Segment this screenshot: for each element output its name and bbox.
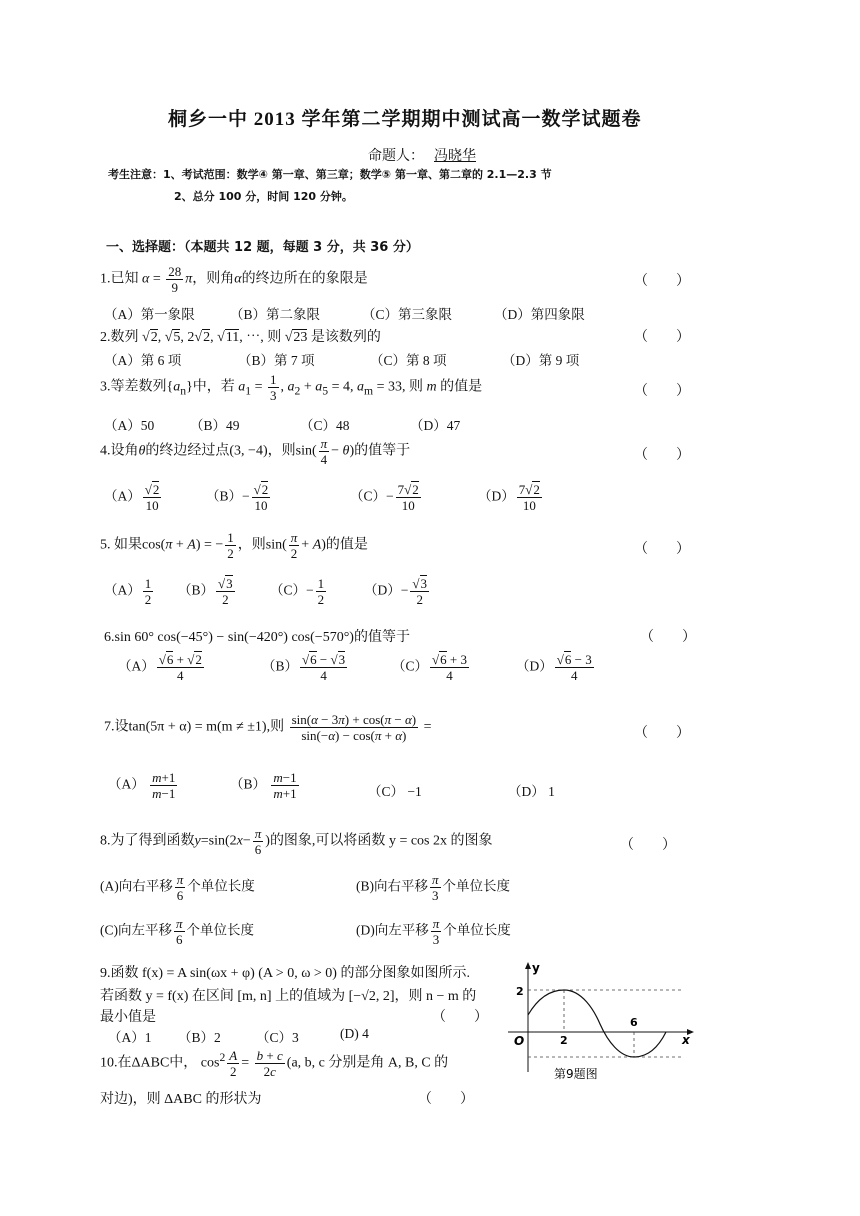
section-heading: 一、选择题：（本题共 12 题，每题 3 分，共 36 分） — [106, 240, 419, 255]
q6-num: 6. — [104, 630, 115, 645]
q1-post: ，则角 — [192, 271, 235, 287]
question-4: 4.设角θ的终边经过点(3, −4)，则sin( $\frac{\pi}{4}$ − θ)的值等于 — [100, 436, 411, 467]
question-2: 2.数列 √2, √5, 2√2, √11, ⋯, 则 √23 是该数列的 — [100, 330, 381, 345]
answer-paren-2: （ ） — [634, 330, 690, 345]
question-7: 7.设tan(5π + α) = m(m ≠ ±1),则 $\frac{\sin(\alpha - 3\pi) + \cos(\pi - \alpha)}{\sin(-\alpha) - \cos(\pi + \alpha)}$ = — [104, 712, 432, 743]
q3-post: 则 — [408, 379, 423, 395]
q9-sine-graph — [504, 960, 704, 1085]
q2-option-c: （C）第 8 项 — [370, 353, 447, 368]
q9-fn: f(x) = A sin(ωx + φ) (A > 0, ω > 0) — [142, 966, 337, 981]
graph-origin: O — [514, 1034, 525, 1048]
q8-post: 的图象 — [450, 833, 493, 849]
q1-option-c: （C）第三象限 — [362, 307, 453, 322]
author-label: 命题人： — [368, 149, 424, 164]
q6-option-a: （A） $\frac{√6 + √2}{4}$ — [118, 652, 202, 683]
q5-option-d: （D）− $\frac{√3}{2}$ — [364, 576, 428, 607]
q1-pre: 已知 — [110, 271, 139, 287]
q3-num: 3. — [100, 379, 111, 395]
q4-mid2: ，则 — [267, 443, 296, 459]
q3-post2: 的值是 — [440, 379, 483, 395]
exam-title: 桐乡一中 2013 学年第二学期期中测试高一数学试题卷 — [168, 109, 642, 130]
q3-option-a: （A）50 — [104, 418, 155, 433]
q5-option-c: （C）− $\frac{1}{2}$ — [270, 576, 325, 607]
q2-option-a: （A）第 6 项 — [104, 353, 182, 368]
question-5: 5. 如果cos(π + A) = − $\frac{1}{2}$ ，则sin( $\frac{\pi}{2}$ + A)的值是 — [100, 530, 368, 561]
q2-num: 2. — [100, 330, 111, 345]
q9-option-a: （A）1 — [108, 1030, 152, 1045]
graph-tick-x2: 6 — [630, 1016, 638, 1029]
q4-mid: 的终边经过点 — [145, 443, 230, 459]
q2-option-b: （B）第 7 项 — [238, 353, 315, 368]
q4-option-d: （D） $\frac{7√2}{10}$ — [478, 482, 540, 513]
q5-option-a: （A） $\frac{1}{2}$ — [104, 576, 152, 607]
q6-post: 的值等于 — [353, 630, 410, 645]
q9-num: 9. — [100, 966, 111, 981]
q4-num: 4. — [100, 443, 111, 459]
question-10: 10.在ΔABC中， $\cos^2$ $\frac{A}{2}$ = $\frac{b + c}{2c}$ (a, b, c 分别是角 A, B, C 的 — [100, 1048, 449, 1079]
q10-tri: ΔABC — [131, 1055, 170, 1071]
q9-pre: 函数 — [110, 966, 139, 981]
q3-option-d: （D）47 — [410, 418, 461, 433]
q4-option-a: （A） $\frac{√2}{10}$ — [104, 482, 160, 513]
q2-option-d: （D）第 9 项 — [502, 353, 580, 368]
q10-line2: 对边)，则 ΔABC 的形状为 — [100, 1092, 262, 1107]
q6-option-d: （D） $\frac{√6 - 3}{4}$ — [516, 652, 592, 683]
notice-1: 1、考试范围：数学④ 第一章、第三章；数学⑤ 第一章、第二章的 2.1—2.3 节 — [163, 168, 552, 181]
q7-cond: tan(5π + α) = m(m ≠ ±1), — [128, 719, 271, 735]
q4-post: 的值等于 — [354, 443, 411, 459]
q7-option-a: （A） $\frac{m+1}{m-1}$ — [108, 770, 176, 801]
answer-paren-5: （ ） — [634, 542, 690, 557]
answer-paren-7: （ ） — [634, 726, 690, 741]
question-9 — [100, 962, 470, 982]
q7-post: 则 — [270, 719, 285, 735]
q4-point: (3, −4) — [229, 443, 268, 459]
question-6 — [104, 626, 410, 646]
q3-mid: 中，若 — [192, 379, 235, 395]
q8-option-c: (C)向左平移 $\frac{\pi}{6}$ 个单位长度 — [100, 916, 255, 947]
q2-post: 是该数列的 — [310, 330, 381, 345]
question-1: 1.已知 α = $\frac{28}{9}$ π，则角α的终边所在的象限是 — [100, 264, 368, 295]
q10-pre: 在 — [117, 1055, 132, 1071]
q8-mid: 的图象,可以将函数 — [269, 833, 386, 849]
q7-option-c: （C） −1 — [368, 784, 422, 799]
graph-tick-y: 2 — [516, 985, 524, 998]
q7-pre: 设 — [114, 719, 129, 735]
q4-option-c: （C）− $\frac{7√2}{10}$ — [350, 482, 419, 513]
q3-pre: 等差数列 — [110, 379, 167, 395]
q8-option-a: (A)向右平移 $\frac{\pi}{6}$ 个单位长度 — [100, 872, 255, 903]
answer-paren-8: （ ） — [620, 838, 676, 853]
answer-paren-9: （ ） — [432, 1010, 488, 1025]
q10-num: 10. — [100, 1055, 118, 1071]
answer-paren-6: （ ） — [640, 630, 696, 645]
q6-expr: sin 60° cos(−45°) − sin(−420°) cos(−570°) — [114, 630, 354, 645]
graph-y-label: y — [532, 961, 540, 975]
q8-option-d: (D)向左平移 $\frac{\pi}{3}$ 个单位长度 — [356, 916, 511, 947]
q5-post: 的值是 — [325, 537, 368, 553]
q1-option-a: （A）第一象限 — [104, 307, 195, 322]
q5-mid: ，则 — [237, 537, 266, 553]
graph-caption: 第9题图 — [554, 1067, 598, 1081]
q4-option-b: （B）− $\frac{√2}{10}$ — [206, 482, 269, 513]
graph-x-label: x — [682, 1033, 690, 1047]
answer-paren-1: （ ） — [634, 274, 690, 289]
q1-post2: 的终边所在的象限是 — [241, 271, 368, 287]
q9-post: 的部分图象如图所示. — [340, 966, 470, 981]
q9-option-d: (D) 4 — [340, 1026, 369, 1041]
q9-option-c: （C）3 — [256, 1030, 299, 1045]
q8-fn: y = cos 2x — [388, 833, 447, 849]
q4-pre: 设角 — [110, 443, 139, 459]
q1-option-b: （B）第二象限 — [230, 307, 321, 322]
question-8: 8.为了得到函数y=sin(2x− $\frac{\pi}{6}$ )的图象,可以将函数 y = cos 2x 的图象 — [100, 826, 493, 857]
q8-pre: 为了得到函数 — [110, 833, 195, 849]
q8-option-b: (B)向右平移 $\frac{\pi}{3}$ 个单位长度 — [356, 872, 511, 903]
q10-mid: 中， — [169, 1055, 198, 1071]
q5-num: 5. — [100, 537, 111, 553]
q9-option-b: （B）2 — [178, 1030, 221, 1045]
q3-option-c: （C）48 — [300, 418, 350, 433]
answer-paren-4: （ ） — [634, 448, 690, 463]
q9-line2: 若函数 y = f(x) 在区间 [m, n] 上的值域为 [−√2, 2]，则 n − m 的 — [100, 989, 477, 1004]
q10-post: (a, b, c 分别是角 A, B, C 的 — [286, 1055, 449, 1071]
answer-paren-10: （ ） — [418, 1092, 474, 1107]
q9-line3: 最小值是 — [100, 1010, 156, 1025]
q1-num: 1. — [100, 271, 111, 287]
q5-option-b: （B） $\frac{√3}{2}$ — [178, 576, 233, 607]
answer-paren-3: （ ） — [634, 384, 690, 399]
q6-option-c: （C） $\frac{√6 + 3}{4}$ — [392, 652, 467, 683]
notice-line-1 — [108, 166, 552, 182]
author-line — [368, 145, 486, 165]
q6-option-b: （B） $\frac{√6 - √3}{4}$ — [262, 652, 346, 683]
graph-tick-x1: 2 — [560, 1034, 568, 1047]
notice-label: 考生注意： — [108, 168, 163, 181]
q3-option-b: （B）49 — [190, 418, 240, 433]
q7-option-d: （D） 1 — [508, 784, 555, 799]
notice-line-2: 2、总分 100 分，时间 120 分钟。 — [174, 190, 353, 203]
author-name: 冯晓华 — [434, 149, 476, 164]
question-3: 3.等差数列$\{a_n\}$中，若 $a_1$ = $\frac{1}{3}$ , $a_2 + a_5 = 4$, $a_m = 33$, 则 m 的值是 — [100, 372, 483, 403]
q2-pre: 数列 — [110, 330, 139, 345]
q7-num: 7. — [104, 719, 115, 735]
q5-pre: 如果 — [114, 537, 142, 553]
q7-option-b: （B） $\frac{m-1}{m+1}$ — [230, 770, 297, 801]
q8-num: 8. — [100, 833, 111, 849]
q1-option-d: （D）第四象限 — [494, 307, 585, 322]
